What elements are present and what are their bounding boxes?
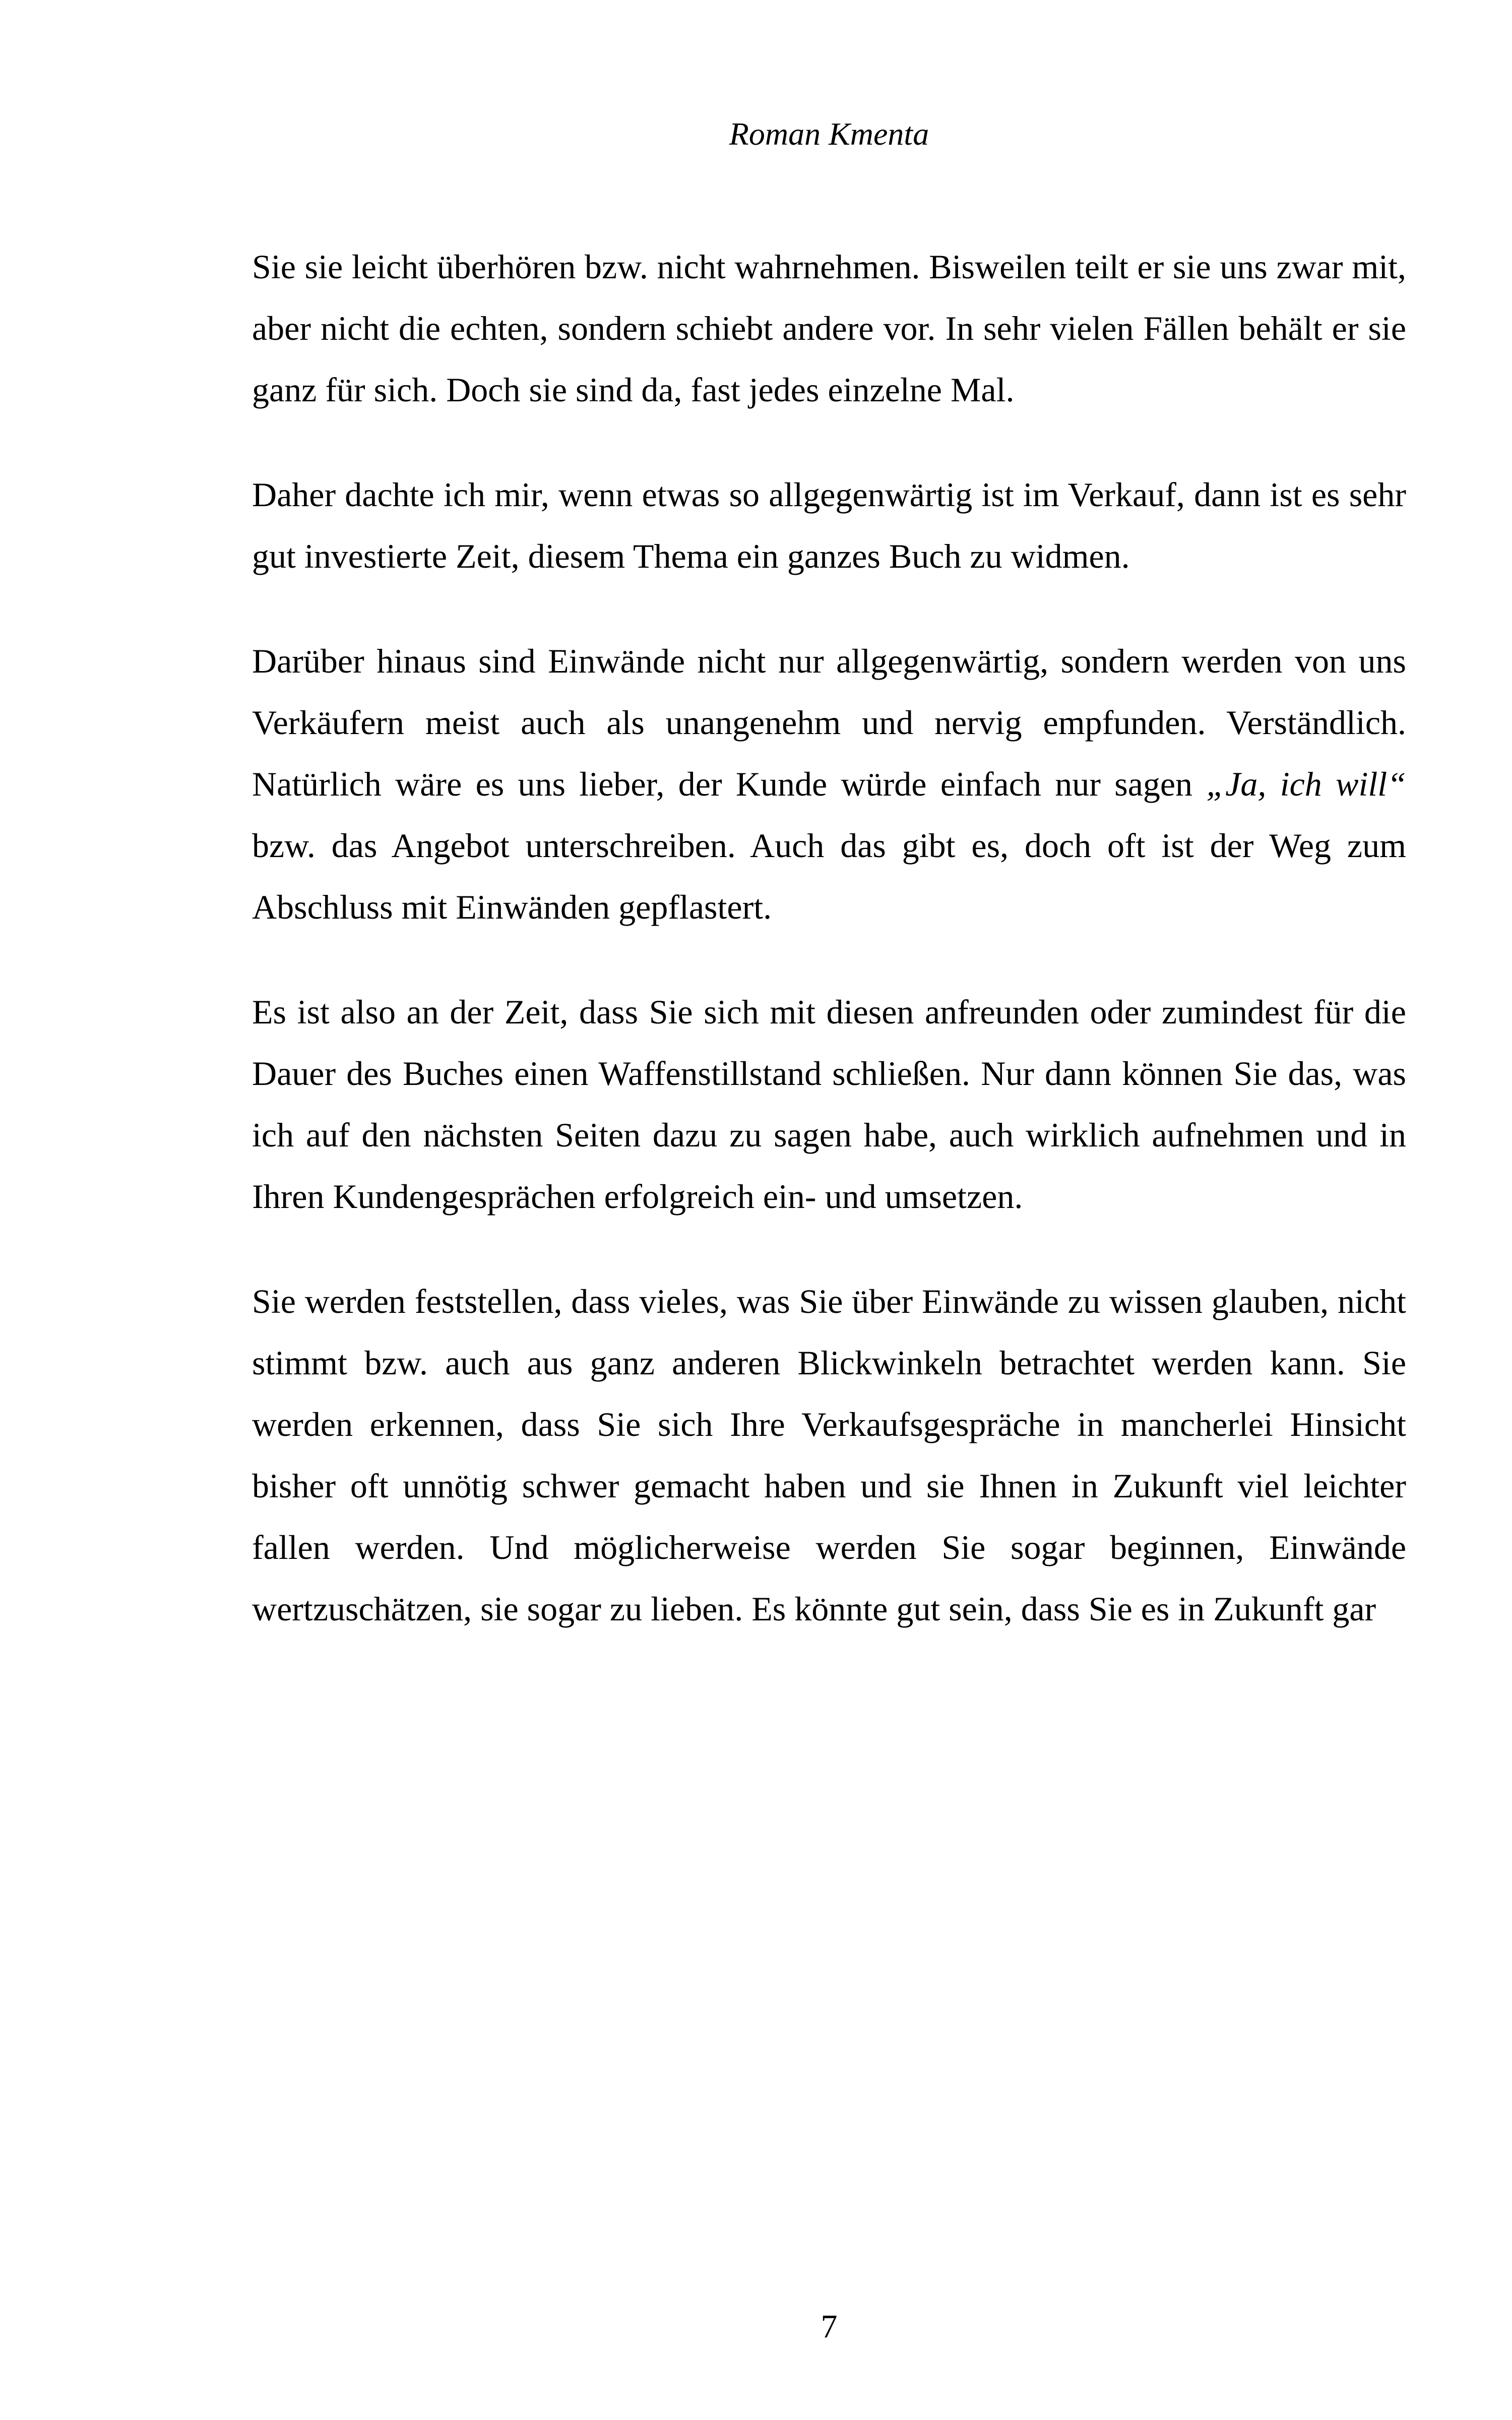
paragraph-text: Darüber hinaus sind Einwände nicht nur allgegenwärtig, sondern werden von uns Verkäufern meist auch als unangenehm und nervig empfunden. Verständlich. Natürlich wäre es uns lieber, der Kunde würde einfach nur sagen <box>252 642 1406 803</box>
paragraph <box>252 236 1406 420</box>
running-header: Roman Kmenta <box>729 116 929 152</box>
paragraph <box>252 981 1406 1227</box>
paragraph-text-italic-quote: „Ja, ich will“ <box>1206 765 1406 803</box>
body-text-block <box>252 236 1406 1683</box>
paragraph-text: Sie sie leicht überhören bzw. nicht wahrnehmen. Bisweilen teilt er sie uns zwar mit, aber nicht die echten, sondern schiebt andere vor. In sehr vielen Fällen behält er sie ganz für sich. Doch sie sind da, fast jedes einzelne Mal. <box>252 248 1406 409</box>
page-number: 7 <box>821 2308 838 2345</box>
paragraph-text: Sie werden feststellen, dass vieles, was Sie über Einwände zu wissen glauben, nicht stimmt bzw. auch aus ganz anderen Blickwinkeln betrachtet werden kann. Sie werden erkennen, dass Sie sich Ihre Verkaufsgespräche in mancherlei Hinsicht bisher oft unnötig schwer gemacht haben und sie Ihnen in Zukunft viel leichter fallen werden. Und möglicherweise werden Sie sogar beginnen, Einwände wertzuschätzen, sie sogar zu lieben. Es könnte gut sein, dass Sie es in Zukunft gar <box>252 1282 1406 1628</box>
paragraph <box>252 630 1406 938</box>
paragraph-text: Es ist also an der Zeit, dass Sie sich mit diesen anfreunden oder zumindest für die Dauer des Buches einen Waffenstillstand schließen. Nur dann können Sie das, was ich auf den nächsten Seiten dazu zu sagen habe, auch wirklich aufnehmen und in Ihren Kundengesprächen erfolgreich ein- und umsetzen. <box>252 993 1406 1216</box>
paragraph <box>252 464 1406 587</box>
paragraph-text: bzw. das Angebot unterschreiben. Auch das gibt es, doch oft ist der Weg zum Abschluss mit Einwänden gepflastert. <box>252 826 1406 926</box>
paragraph-text: Daher dachte ich mir, wenn etwas so allgegenwärtig ist im Verkauf, dann ist es sehr gut investierte Zeit, diesem Thema ein ganzes Buch zu widmen. <box>252 475 1406 575</box>
paragraph <box>252 1270 1406 1640</box>
